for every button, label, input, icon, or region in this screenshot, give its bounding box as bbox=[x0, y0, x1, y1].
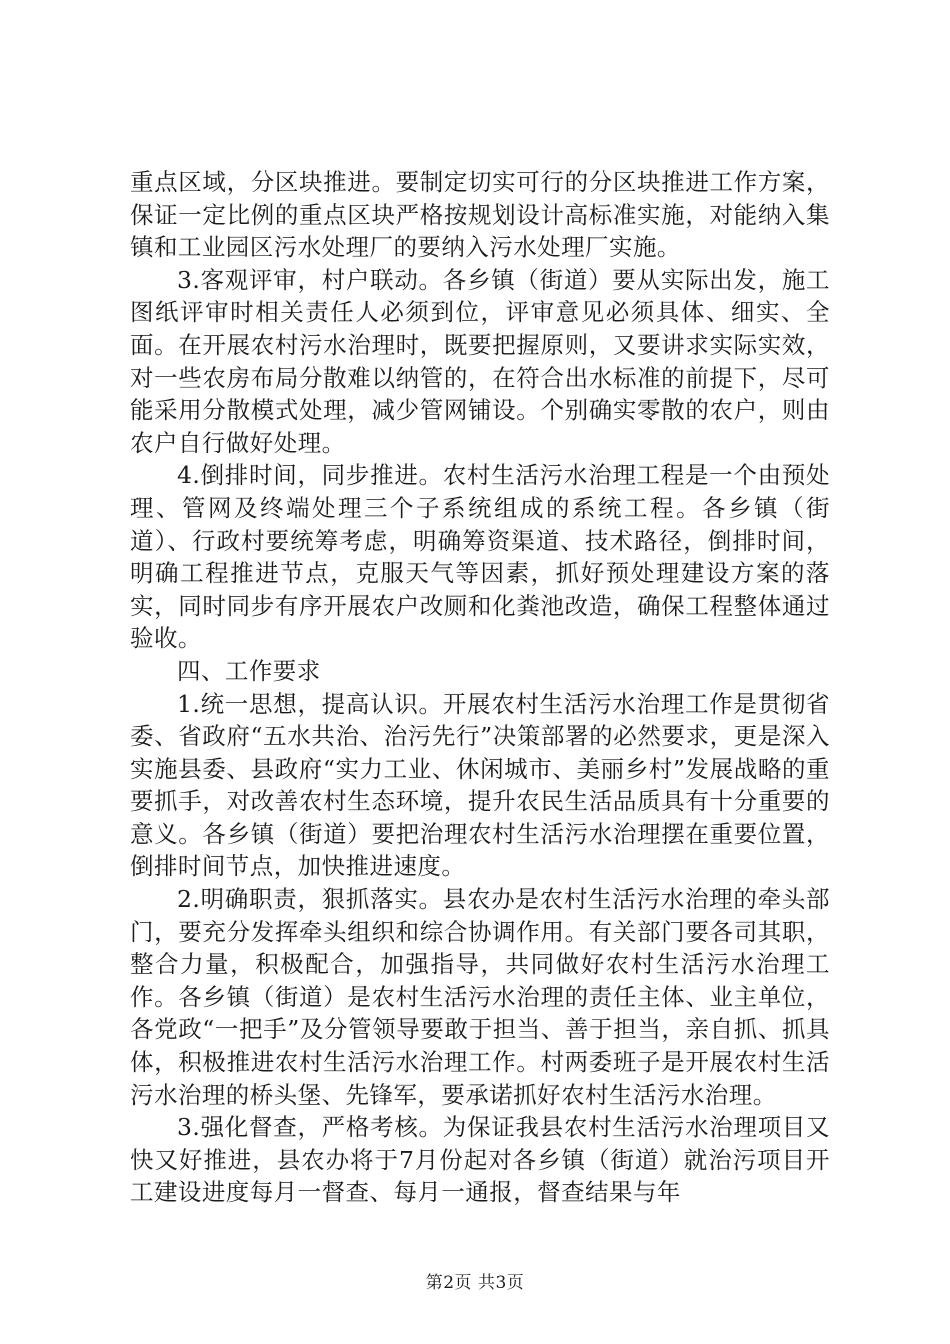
paragraph: 3.强化督查，严格考核。为保证我县农村生活污水治理项目又快又好推进，县农办将于7月份起对各乡镇（街道）就治污项目开工建设进度每月一督查、每月一通报，督查结果与年 bbox=[130, 1113, 830, 1207]
document-body bbox=[130, 166, 830, 1209]
page-footer bbox=[0, 1268, 950, 1293]
paragraph: 3.客观评审，村户联动。各乡镇（街道）要从实际出发，施工图纸评审时相关责任人必须到位，评审意见必须具体、细实、全面。在开展农村污水治理时，既要把握原则，又要讲求实际实效，对一些农房布局分散难以纳管的，在符合出水标准的前提下，尽可能采用分散模式处理，减少管网铺设。个别确实零散的农户，则由农户自行做好处理。 bbox=[130, 265, 830, 457]
paragraph: 1.统一思想，提高认识。开展农村生活污水治理工作是贯彻省委、省政府“五水共治、治污先行”决策部署的必然要求，更是深入实施县委、县政府“实力工业、休闲城市、美丽乡村”发展战略的重要抓手，对改善农村生态环境，提升农民生活品质具有十分重要的意义。各乡镇（街道）要把治理农村生活污水治理摆在重要位置，倒排时间节点，加快推进速度。 bbox=[130, 689, 830, 881]
paragraph: 重点区域，分区块推进。要制定切实可行的分区块推进工作方案，保证一定比例的重点区块严格按规划设计高标准实施，对能纳入集镇和工业园区污水处理厂的要纳入污水处理厂实施。 bbox=[130, 168, 830, 262]
section-heading: 四、工作要求 bbox=[177, 656, 321, 685]
paragraph: 2.明确职责，狠抓落实。县农办是农村生活污水治理的牵头部门，要充分发挥牵头组织和综合协调作用。有关部门要各司其职，整合力量，积极配合，加强指导，共同做好农村生活污水治理工作。各乡镇（街道）是农村生活污水治理的责任主体、业主单位，各党政“一把手”及分管领导要敢于担当、善于担当，亲自抓、抓具体，积极推进农村生活污水治理工作。村两委班子是开展农村生活污水治理的桥头堡、先锋军，要承诺抓好农村生活污水治理。 bbox=[130, 885, 830, 1109]
paragraph: 4.倒排时间，同步推进。农村生活污水治理工程是一个由预处理、管网及终端处理三个子系统组成的系统工程。各乡镇（街道）、行政村要统筹考虑，明确筹资渠道、技术路径，倒排时间，明确工程推进节点，克服天气等因素，抓好预处理建设方案的落实，同时同步有序开展农户改厕和化粪池改造，确保工程整体通过验收。 bbox=[130, 461, 830, 653]
page-indicator: 第2页 共3页 bbox=[425, 1273, 525, 1293]
